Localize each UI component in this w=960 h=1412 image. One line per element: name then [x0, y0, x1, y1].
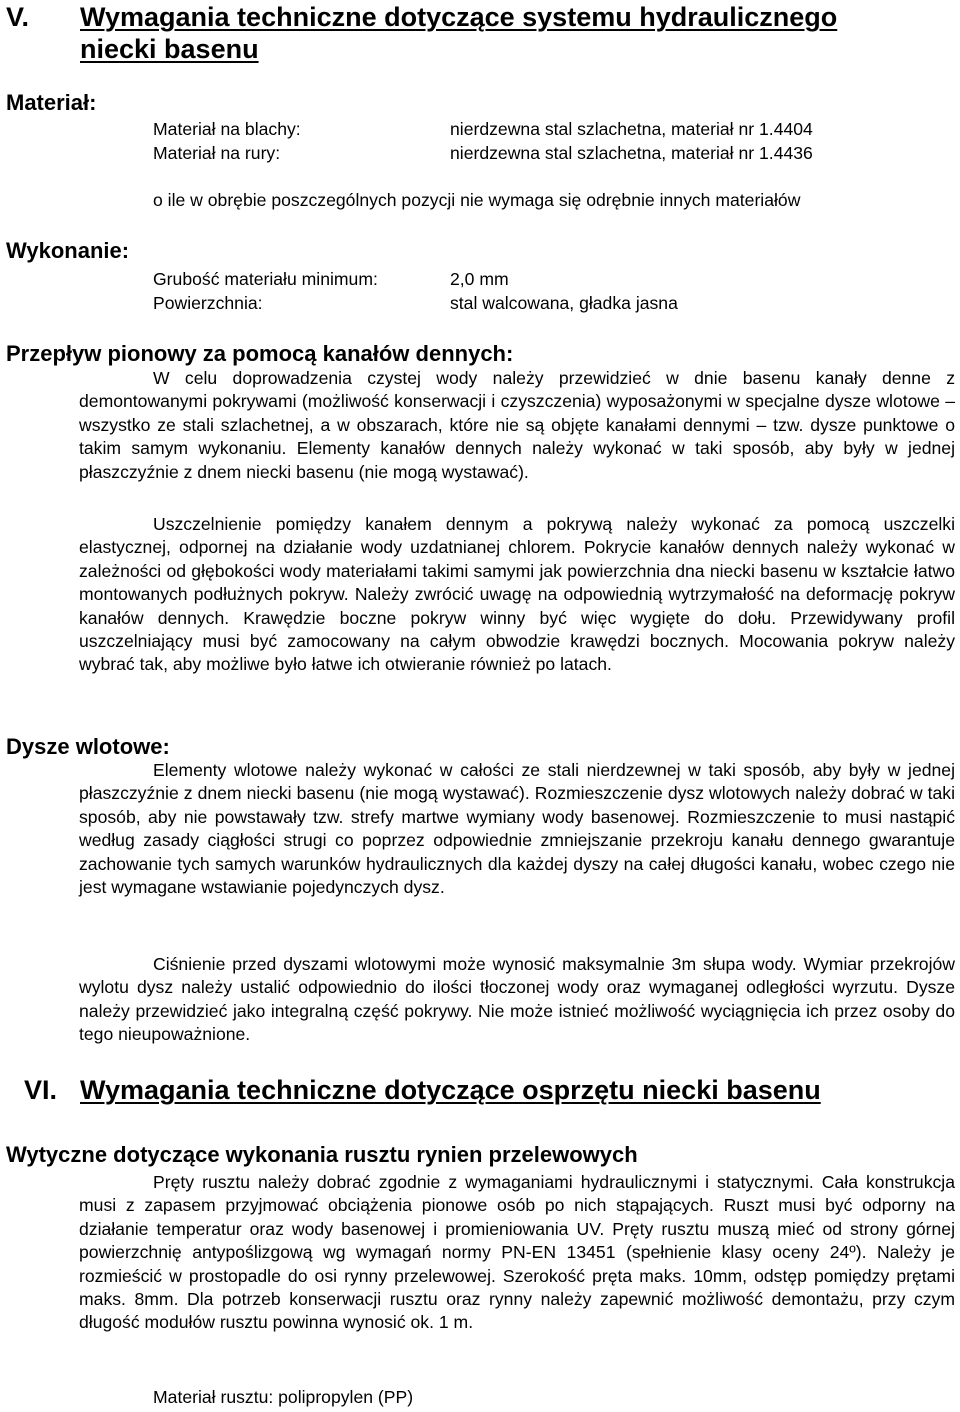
wytyczne-p1-text: Pręty rusztu należy dobrać zgodnie z wymaganiami hydraulicznymi i statycznymi. Cała konstrukcja musi z zapasem przyjmować obciążenia pionowe osób po nich stąpających. Ruszt musi być odporny na działanie temperatur oraz wody basenowej i promieniowania UV. Pręty rusztu muszą mieć od strony górnej powierzchnię antypoślizgową wg wymagań normy PN-EN 13451 (spełnienie klasy oceny 24º). Należy je rozmieścić w prostopadle do osi rynny przelewowej. Szerokość pręta maks. 10mm, odstęp pomiędzy prętami maks. 8mm. Dla potrzeb konserwacji rusztu oraz rynny należy zapewnić możliwość demontażu, przy czym długość modułów rusztu powinna wynosić ok. 1 m.	[79, 1172, 955, 1333]
material-label-pipes: Materiał na rury:	[153, 143, 281, 163]
przeplyw-heading: Przepływ pionowy za pomocą kanałów dennych:	[6, 341, 514, 366]
przeplyw-paragraph-1	[79, 367, 955, 484]
material-heading: Materiał:	[6, 90, 97, 115]
section-vi-title	[80, 1075, 821, 1105]
section-vi-title-text: Wymagania techniczne dotyczące osprzętu niecki basenu	[80, 1075, 821, 1105]
dysze-p1-text: Elementy wlotowe należy wykonać w całości ze stali nierdzewnej w taki sposób, aby były w jednej płaszczyźnie z dnem niecki basenu (nie mogą wystawać). Rozmieszczenie dysz wlotowych należy dobrać w taki sposób, aby nie powstawały tzw. strefy martwe wymiany wody basenowej. Rozmieszczenie to musi nastąpić według zasady ciągłości strugi co poprzez odpowiednie zmniejszanie przekroju kanału dennego gwarantuje zachowanie tych samych warunków hydraulicznych dla każdej dyszy na całej długości kanału, wobec czego nie jest wymagane wstawianie pojedynczych dysz.	[79, 760, 955, 898]
dysze-p2-text: Ciśnienie przed dyszami wlotowymi może wynosić maksymalnie 3m słupa wody. Wymiar przekrojów wylotu dysz należy ustalić odpowiednio do ilości tłoczonej wody oraz wymaganej odległości wyrzutu. Dysze należy przewidzieć jako integralną część pokrywy. Nie może istnieć możliwość wyciągnięcia ich przez osoby do tego nieupoważnione.	[79, 954, 955, 1045]
section-v-title-line1: Wymagania techniczne dotyczące systemu hydraulicznego	[80, 2, 838, 32]
section-v-number: V.	[6, 2, 30, 32]
wykonanie-label-surface: Powierzchnia:	[153, 293, 263, 313]
przeplyw-p2-text: Uszczelnienie pomiędzy kanałem dennym a pokrywą należy wykonać za pomocą uszczelki elastycznej, odpornej na działanie wody uzdatnianej chlorem. Pokrycie kanałów dennych należy wykonać w zależności od głębokości wody materiałami takimi samymi jak powierzchnia dna niecki basenu w kształcie łatwo montowanych podłużnych pokryw. Należy zwrócić uwagę na odpowiednią wytrzymałość na deformację pokryw kanałów dennych. Krawędzie boczne pokryw winny być więc wygięte do dołu. Przewidywany profil uszczelniający musi być zamocowany na całym obwodzie krawędzi bocznych. Mocowania pokryw należy wybrać tak, aby możliwe było łatwe ich otwieranie również po latach.	[79, 514, 955, 675]
section-v-title-cont	[80, 34, 259, 64]
wykonanie-label-thickness: Grubość materiału minimum:	[153, 269, 378, 289]
wytyczne-heading: Wytyczne dotyczące wykonania rusztu rynien przelewowych	[6, 1142, 638, 1167]
przeplyw-paragraph-2	[79, 513, 955, 677]
wytyczne-material-line: Materiał rusztu: polipropylen (PP)	[153, 1387, 414, 1407]
wykonanie-value-surface: stal walcowana, gładka jasna	[450, 293, 678, 313]
material-value-sheets: nierdzewna stal szlachetna, materiał nr 1.4404	[450, 119, 813, 139]
wykonanie-heading: Wykonanie:	[6, 238, 130, 263]
material-note: o ile w obrębie poszczególnych pozycji nie wymaga się odrębnie innych materiałów	[153, 190, 801, 210]
section-v-title-line2: niecki basenu	[80, 34, 259, 64]
dysze-paragraph-1	[79, 759, 955, 899]
material-label-sheets: Materiał na blachy:	[153, 119, 301, 139]
wykonanie-value-thickness: 2,0 mm	[450, 269, 509, 289]
section-vi-number: VI.	[24, 1075, 58, 1105]
dysze-paragraph-2	[79, 953, 955, 1047]
wytyczne-paragraph	[79, 1171, 955, 1335]
section-v-title	[80, 2, 837, 32]
dysze-heading: Dysze wlotowe:	[6, 734, 170, 759]
material-value-pipes: nierdzewna stal szlachetna, materiał nr 1.4436	[450, 143, 813, 163]
przeplyw-p1-text: W celu doprowadzenia czystej wody należy przewidzieć w dnie basenu kanały denne z demontowanymi pokrywami (możliwość konserwacji i czyszczenia) wyposażonymi w specjalne dysze wlotowe – wszystko ze stali szlachetnej, a w obszarach, które nie są objęte kanałami dennymi – tzw. dysze punktowe o takim samym wykonaniu. Elementy kanałów dennych należy wykonać w taki sposób, aby były w jednej płaszczyźnie z dnem niecki basenu (nie mogą wystawać).	[79, 368, 955, 482]
